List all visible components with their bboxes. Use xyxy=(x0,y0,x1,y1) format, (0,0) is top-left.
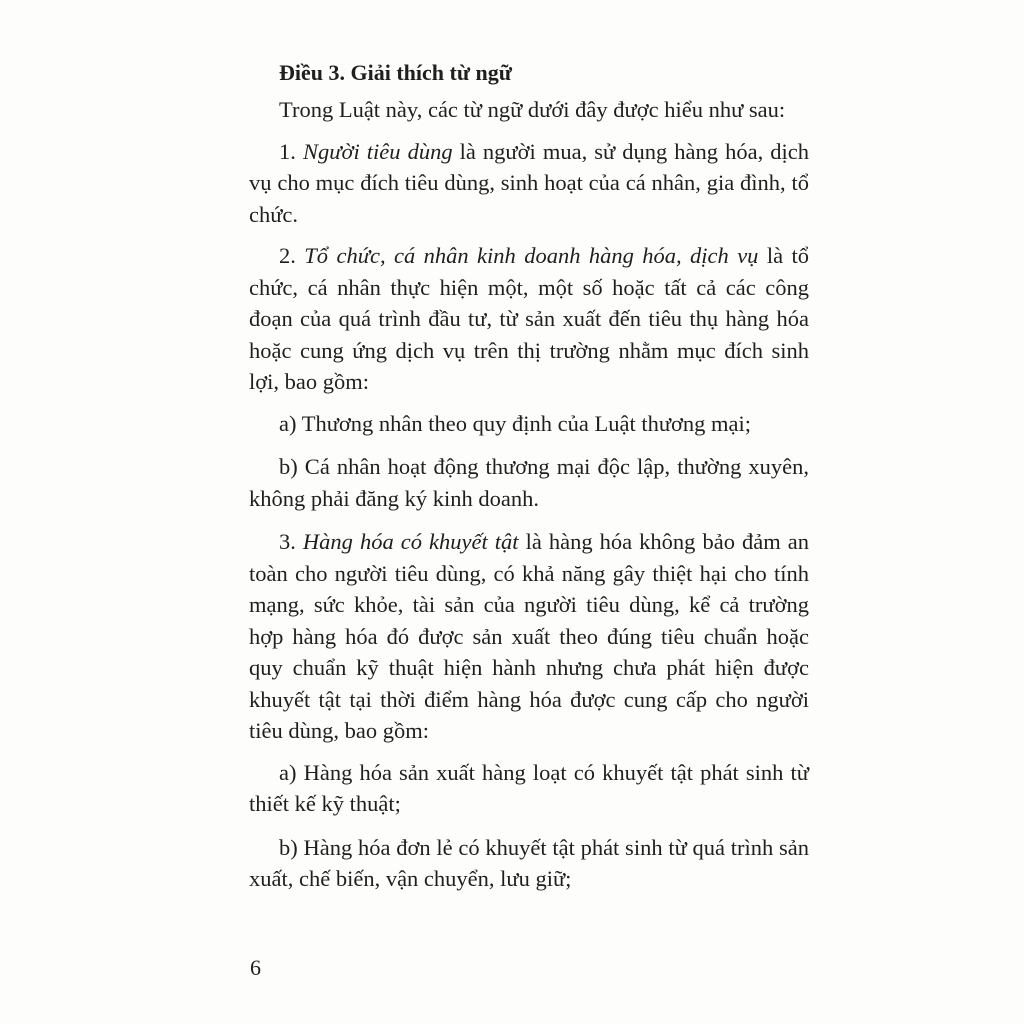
definition-2-point-b: b) Cá nhân hoạt động thương mại độc lập, thường xuyên, không phải đăng ký kinh doanh. xyxy=(249,454,809,511)
definition-3 xyxy=(249,526,809,747)
definition-2-text: là tổ chức, cá nhân thực hiện một, một số hoặc tất cả các công đoạn của quá trình đầu tư, từ sản xuất đến tiêu thụ hàng hóa hoặc cung ứng dịch vụ trên thị trường nhằm mục đích sinh lợi, bao gồm: xyxy=(249,243,809,394)
definition-1-number: 1. xyxy=(279,138,303,164)
page-number: 6 xyxy=(250,955,261,980)
definition-3-point-a: a) Hàng hóa sản xuất hàng loạt có khuyết tật phát sinh từ thiết kế kỹ thuật; xyxy=(249,759,809,816)
definition-1 xyxy=(249,136,809,231)
intro-paragraph: Trong Luật này, các từ ngữ dưới đây được hiểu như sau: xyxy=(279,97,786,122)
article-heading: Điều 3. Giải thích từ ngữ xyxy=(279,60,512,85)
definition-1-term: Người tiêu dùng xyxy=(302,138,453,164)
definition-3-text: là hàng hóa không bảo đảm an toàn cho người tiêu dùng, có khả năng gây thiệt hại cho tính mạng, sức khỏe, tài sản của người tiêu dùng, kể cả trường hợp hàng hóa đó được sản xuất theo đúng tiêu chuẩn hoặc quy chuẩn kỹ thuật hiện hành nhưng chưa phát hiện được khuyết tật tại thời điểm hàng hóa được cung cấp cho người tiêu dùng, bao gồm: xyxy=(249,529,810,743)
definition-2-number: 2. xyxy=(279,243,305,268)
definition-2 xyxy=(249,240,809,398)
definition-3-term: Hàng hóa có khuyết tật xyxy=(302,529,519,554)
definition-3-number: 3. xyxy=(279,529,303,554)
definition-3-point-b: b) Hàng hóa đơn lẻ có khuyết tật phát sinh từ quá trình sản xuất, chế biến, vận chuyển, lưu giữ; xyxy=(249,834,809,891)
definition-2-point-a: a) Thương nhân theo quy định của Luật thương mại; xyxy=(279,410,752,436)
definition-1-text: là người mua, sử dụng hàng hóa, dịch vụ cho mục đích tiêu dùng, sinh hoạt của cá nhân, gia đình, tổ chức. xyxy=(249,138,810,227)
page-body xyxy=(249,58,809,907)
definition-2-term: Tổ chức, cá nhân kinh doanh hàng hóa, dịch vụ xyxy=(304,243,759,268)
